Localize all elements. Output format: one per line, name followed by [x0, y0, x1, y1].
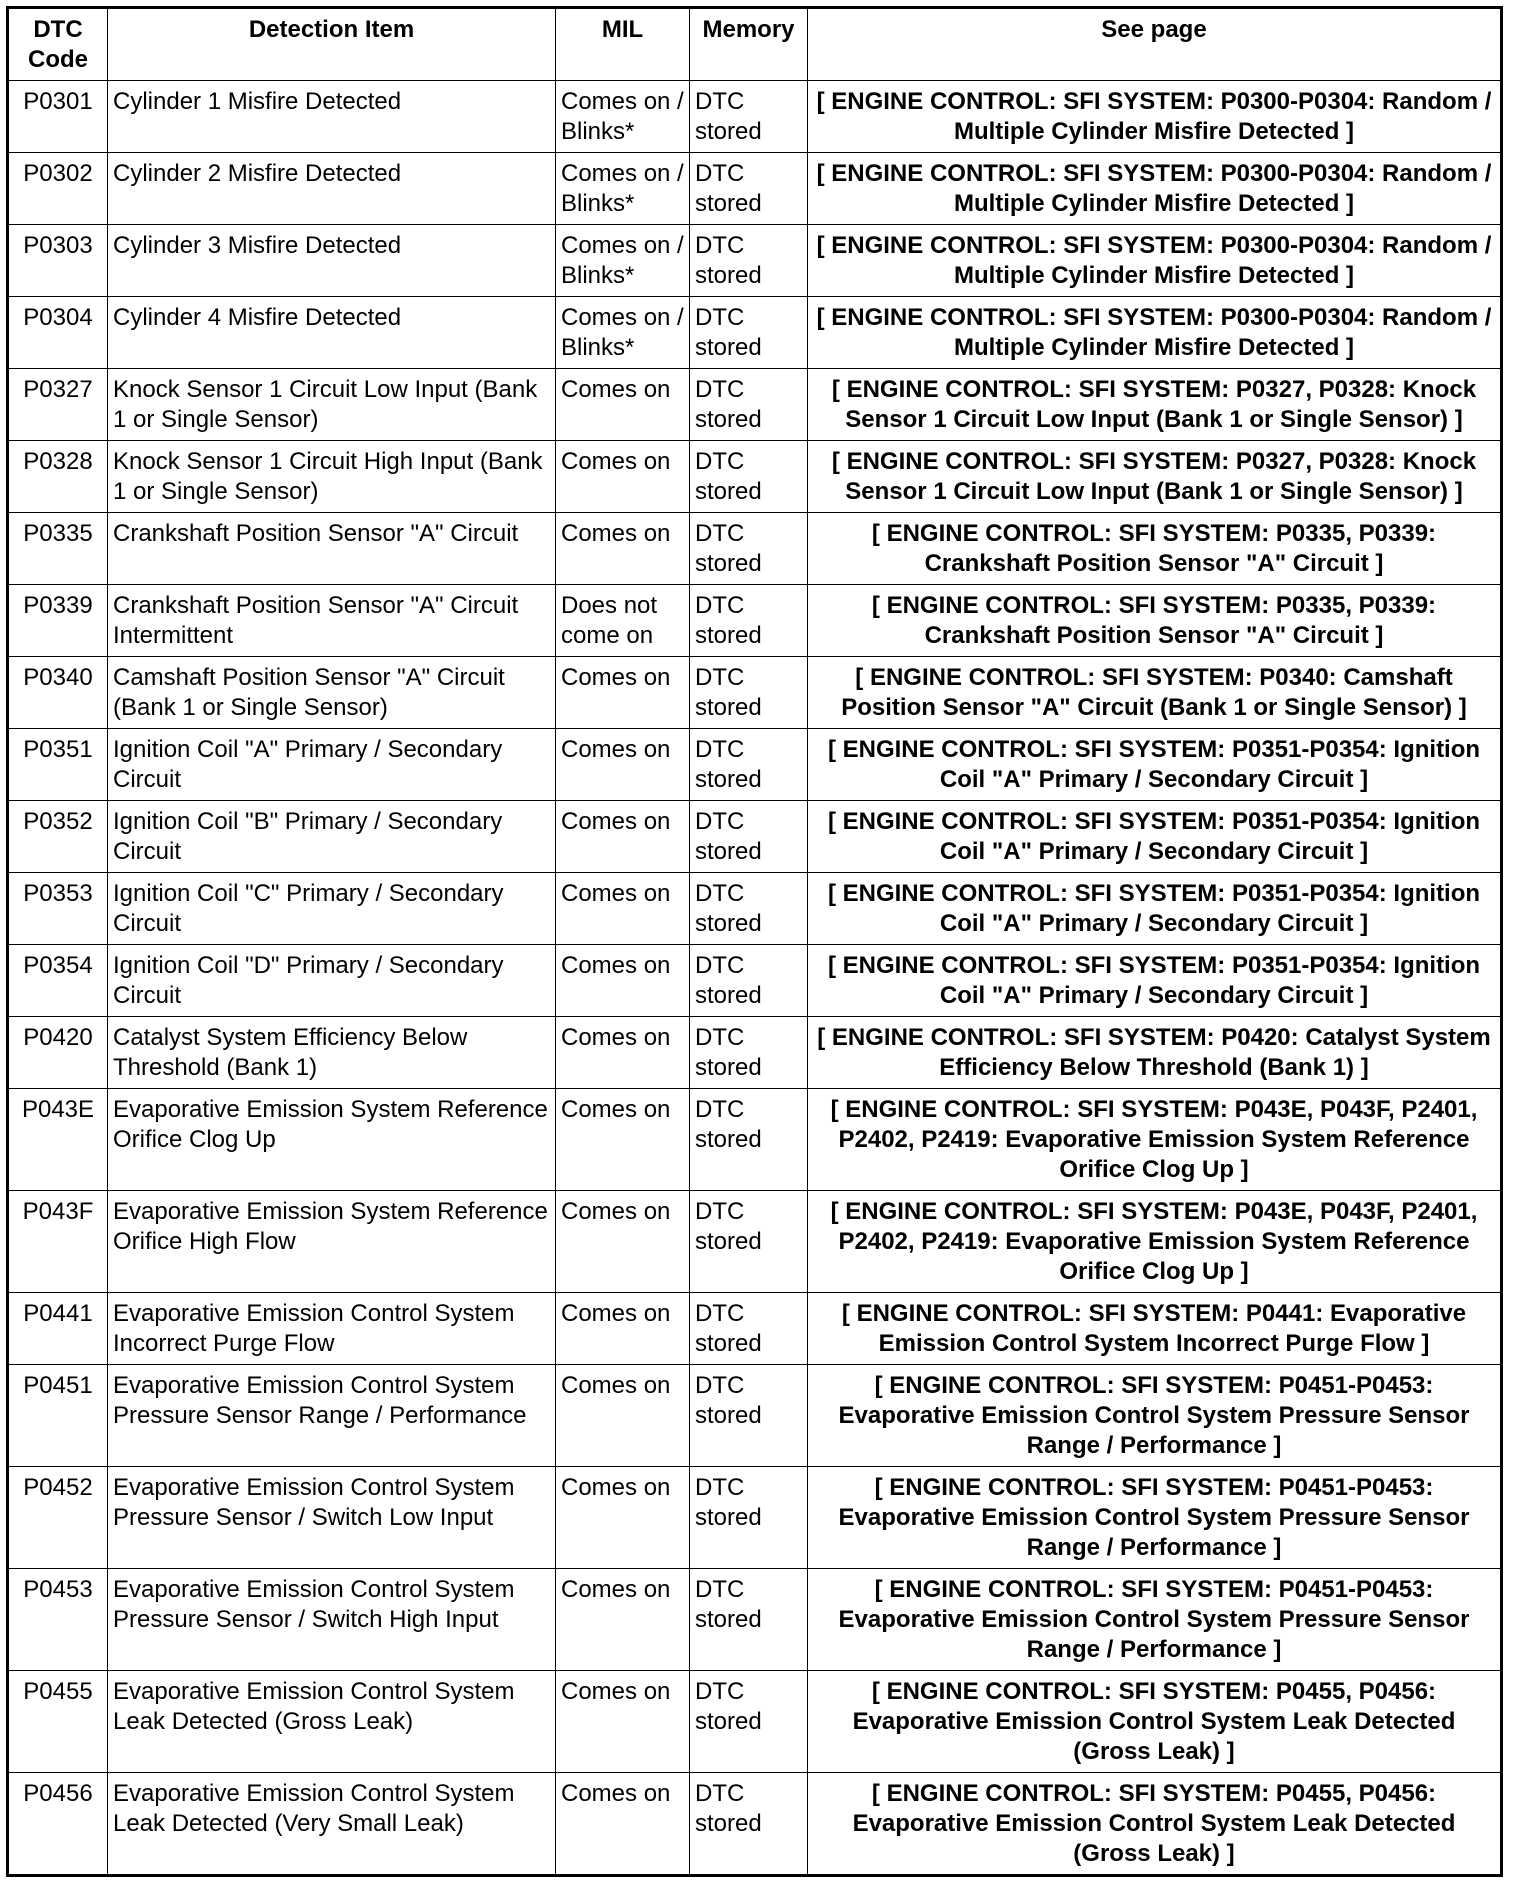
dtc-code-cell: P0304	[8, 297, 108, 369]
dtc-code-cell: P0351	[8, 729, 108, 801]
memory-cell: DTC stored	[690, 513, 808, 585]
detection-item-cell: Cylinder 3 Misfire Detected	[108, 225, 556, 297]
see-page-cell: [ ENGINE CONTROL: SFI SYSTEM: P0335, P0339: Crankshaft Position Sensor "A" Circuit ]	[808, 585, 1502, 657]
header-memory: Memory	[690, 8, 808, 81]
table-row	[8, 225, 1502, 297]
mil-cell: Comes on	[556, 1773, 690, 1876]
header-detection-item: Detection Item	[108, 8, 556, 81]
see-page-cell: [ ENGINE CONTROL: SFI SYSTEM: P0335, P0339: Crankshaft Position Sensor "A" Circuit ]	[808, 513, 1502, 585]
detection-item-cell: Evaporative Emission Control System Leak Detected (Gross Leak)	[108, 1671, 556, 1773]
see-page-cell: [ ENGINE CONTROL: SFI SYSTEM: P0300-P0304: Random / Multiple Cylinder Misfire Detected ]	[808, 81, 1502, 153]
detection-item-cell: Knock Sensor 1 Circuit High Input (Bank 1 or Single Sensor)	[108, 441, 556, 513]
header-mil: MIL	[556, 8, 690, 81]
table-row	[8, 1089, 1502, 1191]
table-row	[8, 1017, 1502, 1089]
see-page-cell: [ ENGINE CONTROL: SFI SYSTEM: P0351-P0354: Ignition Coil "A" Primary / Secondary Circuit ]	[808, 873, 1502, 945]
mil-cell: Does not come on	[556, 585, 690, 657]
detection-item-cell: Cylinder 1 Misfire Detected	[108, 81, 556, 153]
dtc-code-cell: P0453	[8, 1569, 108, 1671]
table-row	[8, 513, 1502, 585]
dtc-code-cell: P0339	[8, 585, 108, 657]
see-page-cell: [ ENGINE CONTROL: SFI SYSTEM: P043E, P043F, P2401, P2402, P2419: Evaporative Emission System Reference Orifice Clog Up ]	[808, 1089, 1502, 1191]
dtc-code-cell: P0354	[8, 945, 108, 1017]
header-row	[8, 8, 1502, 81]
dtc-table	[6, 6, 1503, 1877]
mil-cell: Comes on	[556, 1017, 690, 1089]
memory-cell: DTC stored	[690, 729, 808, 801]
table-row	[8, 1293, 1502, 1365]
table-row	[8, 1569, 1502, 1671]
dtc-code-cell: P0303	[8, 225, 108, 297]
see-page-cell: [ ENGINE CONTROL: SFI SYSTEM: P0300-P0304: Random / Multiple Cylinder Misfire Detected ]	[808, 225, 1502, 297]
detection-item-cell: Evaporative Emission Control System Pressure Sensor / Switch Low Input	[108, 1467, 556, 1569]
mil-cell: Comes on	[556, 1467, 690, 1569]
table-row	[8, 369, 1502, 441]
memory-cell: DTC stored	[690, 801, 808, 873]
see-page-cell: [ ENGINE CONTROL: SFI SYSTEM: P0340: Camshaft Position Sensor "A" Circuit (Bank 1 or Single Sensor) ]	[808, 657, 1502, 729]
see-page-cell: [ ENGINE CONTROL: SFI SYSTEM: P0351-P0354: Ignition Coil "A" Primary / Secondary Circuit ]	[808, 729, 1502, 801]
memory-cell: DTC stored	[690, 1293, 808, 1365]
detection-item-cell: Crankshaft Position Sensor "A" Circuit	[108, 513, 556, 585]
memory-cell: DTC stored	[690, 585, 808, 657]
memory-cell: DTC stored	[690, 873, 808, 945]
dtc-code-cell: P0335	[8, 513, 108, 585]
see-page-cell: [ ENGINE CONTROL: SFI SYSTEM: P0351-P0354: Ignition Coil "A" Primary / Secondary Circuit ]	[808, 945, 1502, 1017]
dtc-code-cell: P0340	[8, 657, 108, 729]
memory-cell: DTC stored	[690, 1089, 808, 1191]
table-row	[8, 441, 1502, 513]
memory-cell: DTC stored	[690, 1365, 808, 1467]
see-page-cell: [ ENGINE CONTROL: SFI SYSTEM: P0455, P0456: Evaporative Emission Control System Leak Detected (Gross Leak) ]	[808, 1671, 1502, 1773]
detection-item-cell: Evaporative Emission Control System Pressure Sensor / Switch High Input	[108, 1569, 556, 1671]
detection-item-cell: Evaporative Emission System Reference Orifice Clog Up	[108, 1089, 556, 1191]
memory-cell: DTC stored	[690, 1191, 808, 1293]
see-page-cell: [ ENGINE CONTROL: SFI SYSTEM: P043E, P043F, P2401, P2402, P2419: Evaporative Emission System Reference Orifice Clog Up ]	[808, 1191, 1502, 1293]
memory-cell: DTC stored	[690, 297, 808, 369]
dtc-code-cell: P0455	[8, 1671, 108, 1773]
table-row	[8, 585, 1502, 657]
detection-item-cell: Ignition Coil "D" Primary / Secondary Circuit	[108, 945, 556, 1017]
memory-cell: DTC stored	[690, 441, 808, 513]
table-row	[8, 1191, 1502, 1293]
detection-item-cell: Evaporative Emission System Reference Orifice High Flow	[108, 1191, 556, 1293]
table-row	[8, 1467, 1502, 1569]
memory-cell: DTC stored	[690, 1467, 808, 1569]
memory-cell: DTC stored	[690, 657, 808, 729]
see-page-cell: [ ENGINE CONTROL: SFI SYSTEM: P0441: Evaporative Emission Control System Incorrect Purge Flow ]	[808, 1293, 1502, 1365]
dtc-code-cell: P043E	[8, 1089, 108, 1191]
detection-item-cell: Ignition Coil "B" Primary / Secondary Circuit	[108, 801, 556, 873]
mil-cell: Comes on / Blinks*	[556, 81, 690, 153]
dtc-code-cell: P0327	[8, 369, 108, 441]
detection-item-cell: Catalyst System Efficiency Below Threshold (Bank 1)	[108, 1017, 556, 1089]
detection-item-cell: Cylinder 4 Misfire Detected	[108, 297, 556, 369]
table-row	[8, 81, 1502, 153]
dtc-code-cell: P0456	[8, 1773, 108, 1876]
see-page-cell: [ ENGINE CONTROL: SFI SYSTEM: P0455, P0456: Evaporative Emission Control System Leak Detected (Gross Leak) ]	[808, 1773, 1502, 1876]
detection-item-cell: Ignition Coil "C" Primary / Secondary Circuit	[108, 873, 556, 945]
table-row	[8, 1773, 1502, 1876]
see-page-cell: [ ENGINE CONTROL: SFI SYSTEM: P0451-P0453: Evaporative Emission Control System Pressure Sensor Range / Performance ]	[808, 1569, 1502, 1671]
table-row	[8, 657, 1502, 729]
dtc-code-cell: P0328	[8, 441, 108, 513]
memory-cell: DTC stored	[690, 225, 808, 297]
mil-cell: Comes on	[556, 801, 690, 873]
see-page-cell: [ ENGINE CONTROL: SFI SYSTEM: P0351-P0354: Ignition Coil "A" Primary / Secondary Circuit ]	[808, 801, 1502, 873]
mil-cell: Comes on	[556, 1191, 690, 1293]
detection-item-cell: Ignition Coil "A" Primary / Secondary Circuit	[108, 729, 556, 801]
header-see-page: See page	[808, 8, 1502, 81]
mil-cell: Comes on	[556, 1365, 690, 1467]
dtc-code-cell: P0451	[8, 1365, 108, 1467]
dtc-code-cell: P0452	[8, 1467, 108, 1569]
dtc-code-cell: P0352	[8, 801, 108, 873]
detection-item-cell: Evaporative Emission Control System Leak Detected (Very Small Leak)	[108, 1773, 556, 1876]
see-page-cell: [ ENGINE CONTROL: SFI SYSTEM: P0300-P0304: Random / Multiple Cylinder Misfire Detected ]	[808, 153, 1502, 225]
mil-cell: Comes on	[556, 1089, 690, 1191]
memory-cell: DTC stored	[690, 81, 808, 153]
mil-cell: Comes on	[556, 1293, 690, 1365]
mil-cell: Comes on	[556, 441, 690, 513]
table-row	[8, 1671, 1502, 1773]
mil-cell: Comes on	[556, 729, 690, 801]
detection-item-cell: Cylinder 2 Misfire Detected	[108, 153, 556, 225]
mil-cell: Comes on / Blinks*	[556, 225, 690, 297]
detection-item-cell: Camshaft Position Sensor "A" Circuit (Bank 1 or Single Sensor)	[108, 657, 556, 729]
detection-item-cell: Knock Sensor 1 Circuit Low Input (Bank 1 or Single Sensor)	[108, 369, 556, 441]
mil-cell: Comes on	[556, 873, 690, 945]
dtc-code-cell: P043F	[8, 1191, 108, 1293]
see-page-cell: [ ENGINE CONTROL: SFI SYSTEM: P0420: Catalyst System Efficiency Below Threshold (Bank 1) ]	[808, 1017, 1502, 1089]
see-page-cell: [ ENGINE CONTROL: SFI SYSTEM: P0300-P0304: Random / Multiple Cylinder Misfire Detected ]	[808, 297, 1502, 369]
mil-cell: Comes on	[556, 657, 690, 729]
table-row	[8, 1365, 1502, 1467]
detection-item-cell: Crankshaft Position Sensor "A" Circuit Intermittent	[108, 585, 556, 657]
mil-cell: Comes on	[556, 513, 690, 585]
mil-cell: Comes on	[556, 945, 690, 1017]
table-row	[8, 153, 1502, 225]
see-page-cell: [ ENGINE CONTROL: SFI SYSTEM: P0451-P0453: Evaporative Emission Control System Pressure Sensor Range / Performance ]	[808, 1365, 1502, 1467]
mil-cell: Comes on	[556, 1569, 690, 1671]
table-row	[8, 873, 1502, 945]
detection-item-cell: Evaporative Emission Control System Pressure Sensor Range / Performance	[108, 1365, 556, 1467]
table-row	[8, 801, 1502, 873]
dtc-code-cell: P0353	[8, 873, 108, 945]
memory-cell: DTC stored	[690, 1569, 808, 1671]
mil-cell: Comes on	[556, 369, 690, 441]
memory-cell: DTC stored	[690, 1671, 808, 1773]
dtc-code-cell: P0302	[8, 153, 108, 225]
table-row	[8, 729, 1502, 801]
dtc-code-cell: P0301	[8, 81, 108, 153]
header-dtc-code: DTC Code	[8, 8, 108, 81]
see-page-cell: [ ENGINE CONTROL: SFI SYSTEM: P0327, P0328: Knock Sensor 1 Circuit Low Input (Bank 1 or Single Sensor) ]	[808, 369, 1502, 441]
detection-item-cell: Evaporative Emission Control System Incorrect Purge Flow	[108, 1293, 556, 1365]
mil-cell: Comes on / Blinks*	[556, 297, 690, 369]
mil-cell: Comes on	[556, 1671, 690, 1773]
memory-cell: DTC stored	[690, 369, 808, 441]
table-row	[8, 945, 1502, 1017]
memory-cell: DTC stored	[690, 153, 808, 225]
dtc-code-cell: P0441	[8, 1293, 108, 1365]
dtc-code-cell: P0420	[8, 1017, 108, 1089]
memory-cell: DTC stored	[690, 945, 808, 1017]
table-row	[8, 297, 1502, 369]
memory-cell: DTC stored	[690, 1773, 808, 1876]
mil-cell: Comes on / Blinks*	[556, 153, 690, 225]
see-page-cell: [ ENGINE CONTROL: SFI SYSTEM: P0327, P0328: Knock Sensor 1 Circuit Low Input (Bank 1 or Single Sensor) ]	[808, 441, 1502, 513]
see-page-cell: [ ENGINE CONTROL: SFI SYSTEM: P0451-P0453: Evaporative Emission Control System Pressure Sensor Range / Performance ]	[808, 1467, 1502, 1569]
memory-cell: DTC stored	[690, 1017, 808, 1089]
